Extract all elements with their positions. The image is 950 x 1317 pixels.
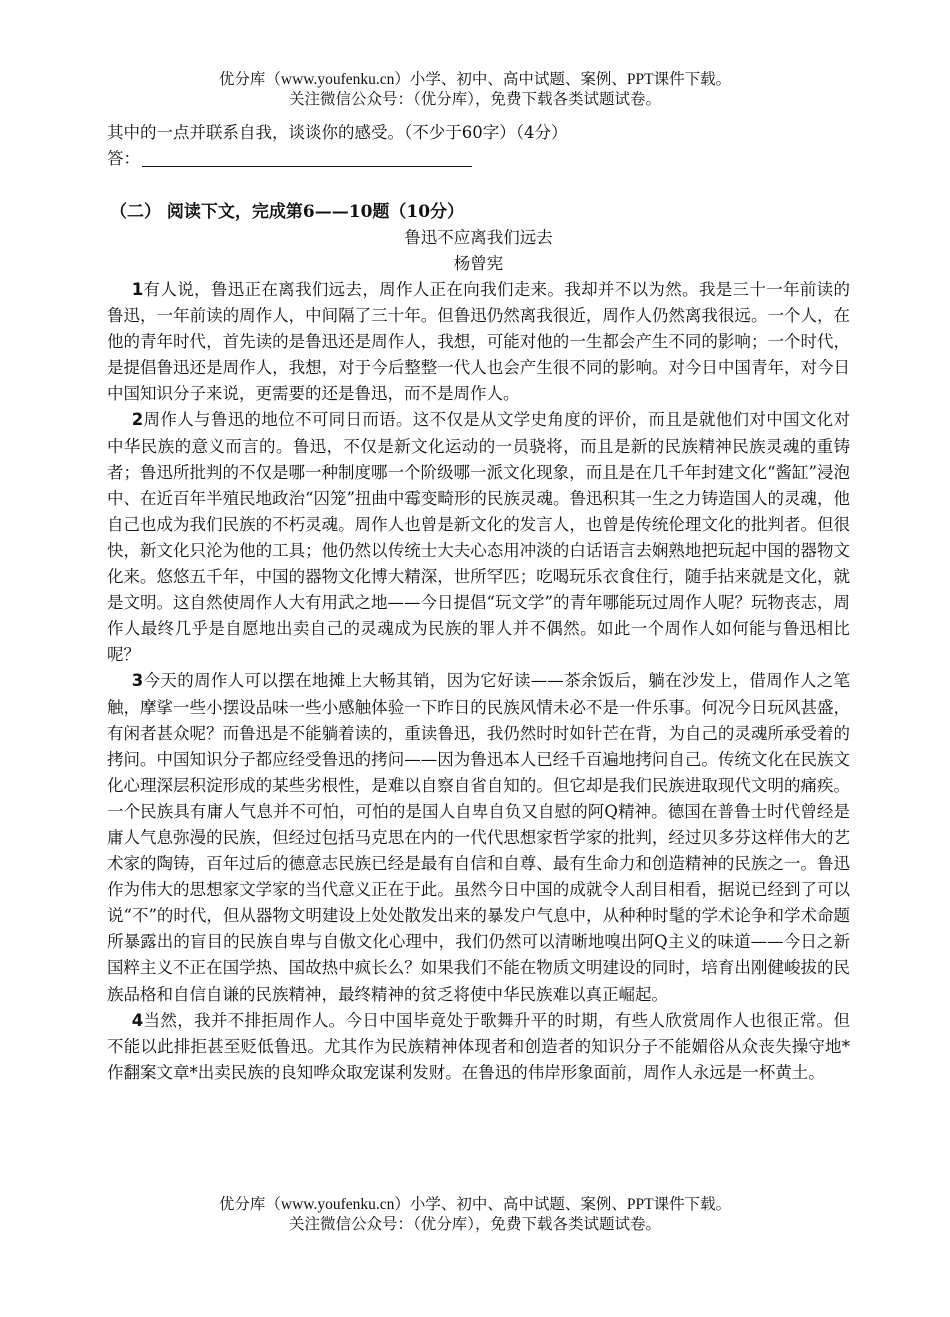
paragraph-text: 当然，我并不排拒周作人。今日中国毕竟处于歌舞升平的时期，有些人欣赏周作人也很正常。但不能以此排拒甚至贬低鲁迅。尤其作为民族精神体现者和创造者的知识分子不能媚俗从众丧失操守地*作翻案文章*出卖民族的良知哗众取宠谋利发财。在鲁迅的伟岸形象面前，周作人永远是一杯黄土。 (107, 1010, 850, 1082)
paragraph-number: 1 (131, 280, 144, 299)
section-title: （二） 阅读下文，完成第6——10题（10分） (110, 202, 465, 222)
article-author: 杨曾宪 (453, 254, 504, 273)
paragraph-number: 3 (131, 671, 144, 691)
article-paragraph-1 (107, 277, 850, 407)
article-paragraph-3 (107, 668, 850, 1007)
paragraph-number: 4 (131, 1010, 144, 1030)
paragraph-text: 周作人与鲁迅的地位不可同日而语。这不仅是从文学史角度的评价，而且是就他们对中国文化对中华民族的意义而言的。鲁迅，不仅是新文化运动的一员骁将，而且是新的民族精神民族灵魂的重铸者；鲁迅所批判的不仅是哪一种制度哪一个阶级哪一派文化现象，而且是在几千年封建文化“酱缸”浸泡中、在近百年半殖民地政治“囚笼”扭曲中霉变畸形的民族灵魂。鲁迅积其一生之力铸造国人的灵魂，他自己也成为我们民族的不朽灵魂。周作人也曾是新文化的发言人，也曾是传统伦理文化的批判者。但很快，新文化只沦为他的工具；他仍然以传统士大夫心态用冲淡的白话语言去娴熟地把玩起中国的器物文化来。悠悠五千年，中国的器物文化博大精深，世所罕匹；吃喝玩乐衣食住行，随手拈来就是文化，就是文明。这自然使周作人大有用武之地——今日提倡“玩文学”的青年哪能玩过周作人呢？玩物丧志，周作人最终几乎是自愿地出卖自己的灵魂成为民族的罪人并不偶然。如此一个周作人如何能与鲁迅相比呢？ (107, 410, 850, 665)
main-content (107, 120, 850, 1086)
page-footer (0, 1195, 950, 1235)
paragraph-text: 有人说，鲁迅正在离我们远去，周作人正在向我们走来。我却并不以为然。我是三十一年前读的鲁迅，一年前读的周作人，中间隔了三十年。但鲁迅仍然离我很近，周作人仍然离我很远。一个人，在他的青年时代，首先读的是鲁迅还是周作人，我想，可能对他的一生都会产生不同的影响；一个时代，是提倡鲁迅还是周作人，我想，对于今后整整一代人也会产生很不同的影响。对今日中国青年，对今日中国知识分子来说，更需要的还是鲁迅，而不是周作人。 (107, 280, 850, 404)
answer-label: 答： (107, 149, 140, 168)
article-paragraph-2 (107, 407, 850, 668)
page-header (0, 70, 950, 110)
footer-line-1: 优分库（www.youfenku.cn）小学、初中、高中试题、案例、PPT课件下载。 (218, 1196, 732, 1213)
answer-line (107, 146, 850, 172)
header-line-2: 关注微信公众号：（优分库），免费下载各类试题试卷。 (288, 91, 661, 108)
footer-line-2: 关注微信公众号：（优分库），免费下载各类试题试卷。 (288, 1216, 661, 1233)
answer-blank[interactable] (142, 166, 472, 167)
article-title: 鲁迅不应离我们远去 (404, 228, 553, 247)
paragraph-text: 今天的周作人可以摆在地摊上大畅其销，因为它好读——茶余饭后，躺在沙发上，借周作人之笔触，摩挲一些小摆设品味一些小感触体验一下昨日的民族风情未必不是一件乐事。何况今日玩风甚盛，有闲者甚众呢？而鲁迅是不能躺着读的，重读鲁迅，我仍然时时如针芒在背，为自己的灵魂所承受着的拷问。中国知识分子都应经受鲁迅的拷问——因为鲁迅本人已经千百遍地拷问自己。传统文化在民族文化心理深层积淀形成的某些劣根性，是难以自察自省自知的。但它却是我们民族进取现代文明的痛疾。一个民族具有庸人气息并不可怕，可怕的是国人自卑自负又自慰的阿Q精神。德国在普鲁士时代曾经是庸人气息弥漫的民族，但经过包括马克思在内的一代代思想家哲学家的批判，经过贝多芬这样伟大的艺术家的陶铸，百年过后的德意志民族已经是最有自信和自尊、最有生命力和创造精神的民族之一。鲁迅作为伟大的思想家文学家的当代意义正在于此。虽然今日中国的成就令人刮目相看，据说已经到了可以说“不”的时代，但从器物文明建设上处处散发出来的暴发户气息中，从种种时髦的学术论争和学术命题所暴露出的盲目的民族自卑与自傲文化心理中，我们仍然可以清晰地嗅出阿Q主义的味道——今日之新国粹主义不正在国学热、国故热中疯长么？如果我们不能在物质文明建设的同时，培育出刚健峻拔的民族品格和自信自谦的民族精神，最终精神的贫乏将使中华民族难以真正崛起。 (107, 671, 850, 1004)
header-line-1: 优分库（www.youfenku.cn）小学、初中、高中试题、案例、PPT课件下载。 (218, 71, 732, 88)
paragraph-number: 2 (131, 410, 144, 430)
question-tail-text: 其中的一点并联系自我，谈谈你的感受。（不少于60字）（4分） (107, 123, 568, 142)
article-paragraph-4 (107, 1008, 850, 1086)
